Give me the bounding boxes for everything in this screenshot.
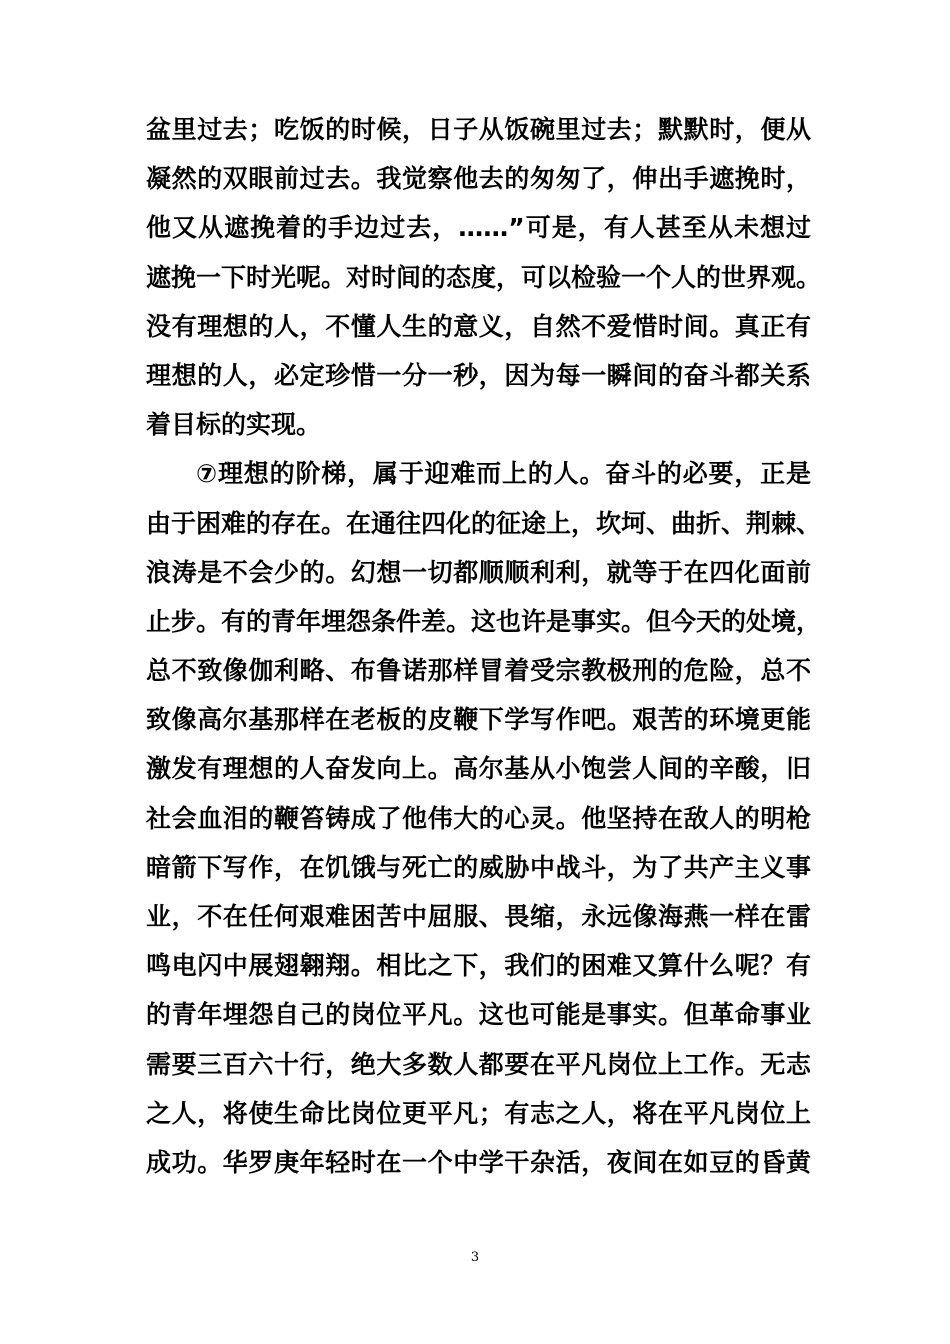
text-line: 成功。华罗庚年轻时在一个中学干杂活，夜间在如豆的昏黄 [146, 1147, 811, 1177]
text-line: 之人，将使生命比岗位更平凡；有志之人，将在平凡岗位上 [146, 1098, 811, 1128]
text-line: 盆里过去；吃饭的时候，日子从饭碗里过去；默默时，便从 [146, 115, 811, 144]
text-line: 社会血泪的鞭笞铸成了他伟大的心灵。他坚持在敌人的明枪 [146, 803, 811, 833]
page-number: 3 [470, 1250, 480, 1265]
text-line: 致像高尔基那样在老板的皮鞭下学写作吧。艰苦的环境更能 [146, 705, 811, 735]
text-line: 由于困难的存在。在通往四化的征途上，坎坷、曲折、荆棘、 [146, 508, 822, 538]
text-line: 浪涛是不会少的。幻想一切都顺顺利利，就等于在四化面前 [146, 557, 811, 587]
text-line: 暗箭下写作，在饥饿与死亡的威胁中战斗，为了共产主义事 [146, 852, 811, 882]
text-line: 遮挽一下时光呢。对时间的态度，可以检验一个人的世界观。 [146, 262, 822, 292]
paragraph-start-line: ⑦理想的阶梯，属于迎难而上的人。奋斗的必要，正是 [196, 459, 811, 489]
text-line: 没有理想的人，不懂人生的意义，自然不爱惜时间。真正有 [146, 311, 811, 341]
text-line: 凝然的双眼前过去。我觉察他去的匆匆了，伸出手遮挽时， [146, 164, 811, 194]
text-line: 理想的人，必定珍惜一分一秒，因为每一瞬间的奋斗都关系 [146, 360, 811, 390]
text-line: 着目标的实现。 [146, 410, 322, 440]
body-text [146, 105, 822, 1187]
text-line: 止步。有的青年埋怨条件差。这也许是事实。但今天的处境， [146, 606, 822, 636]
text-line: 他又从遮挽着的手边过去，……”可是，有人甚至从未想过 [146, 213, 811, 243]
text-line: 需要三百六十行，绝大多数人都要在平凡岗位上工作。无志 [146, 1049, 811, 1079]
text-line: 总不致像伽利略、布鲁诺那样冒着受宗教极刑的危险，总不 [146, 656, 811, 686]
text-line: 的青年埋怨自己的岗位平凡。这也可能是事实。但革命事业 [146, 1000, 811, 1030]
text-line: 鸣电闪中展翅翱翔。相比之下，我们的困难又算什么呢？有 [146, 951, 811, 981]
text-line: 激发有理想的人奋发向上。高尔基从小饱尝人间的辛酸，旧 [146, 754, 811, 784]
text-line: 业，不在任何艰难困苦中屈服、畏缩，永远像海燕一样在雷 [146, 902, 811, 931]
